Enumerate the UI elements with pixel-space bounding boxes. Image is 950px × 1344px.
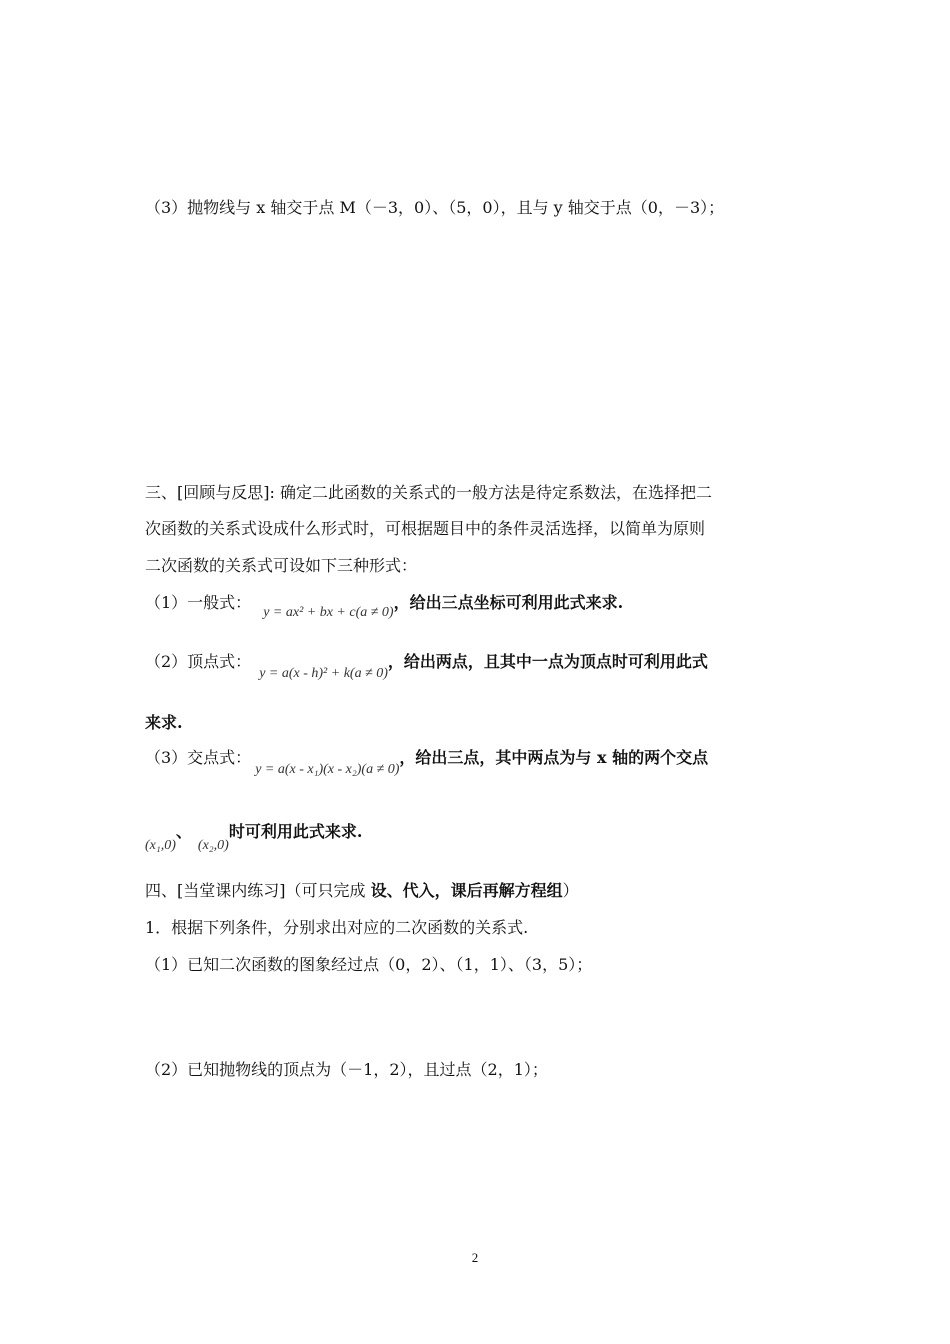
form-2-desc: ，给出两点，且其中一点为顶点时可利用此式 xyxy=(387,652,708,671)
form-3-desc-cont: 时可利用此式来求. xyxy=(228,822,363,841)
form-3-desc: ，给出三点，其中两点为与 x 轴的两个交点 xyxy=(399,748,709,767)
form-2-label: （2）顶点式： xyxy=(145,652,252,671)
intersection-point-1: (x₁,0) xyxy=(145,838,176,853)
practice-heading xyxy=(145,881,579,901)
practice-item-1: 1．根据下列条件，分别求出对应的二次函数的关系式. xyxy=(145,918,529,937)
form-2-desc-cont: 来求. xyxy=(145,713,183,732)
review-line-3: 二次函数的关系式可设如下三种形式： xyxy=(145,556,418,575)
practice-heading-a: 四、[当堂课内练习]（可只完成 xyxy=(145,881,371,900)
practice-sub-1: （1）已知二次函数的图象经过点（0，2）、（1，1）、（3，5）； xyxy=(145,955,593,974)
practice-heading-c: ） xyxy=(562,881,579,900)
form-1-formula: y = ax² + bx + c(a ≠ 0) xyxy=(263,605,394,620)
form-2 xyxy=(145,652,708,681)
point-separator: 、 xyxy=(175,822,192,841)
form-1 xyxy=(145,593,624,620)
intersection-point-2: (x₂,0) xyxy=(197,838,229,853)
form-2-formula: y = a(x - h)² + k(a ≠ 0) xyxy=(259,666,388,681)
practice-heading-b: 设、代入，课后再解方程组 xyxy=(370,881,563,900)
form-3-points xyxy=(145,822,363,853)
question-3: （3）抛物线与 x 轴交于点 M（－3，0）、（5，0），且与 y 轴交于点（0，－3）； xyxy=(145,198,725,217)
form-1-label: （1）一般式： xyxy=(145,593,252,612)
form-3 xyxy=(145,748,709,777)
form-3-label: （3）交点式： xyxy=(145,748,252,767)
review-line-1: 三、[回顾与反思]: 确定二此函数的关系式的一般方法是待定系数法，在选择把二 xyxy=(145,483,712,502)
practice-sub-2: （2）已知抛物线的顶点为（－1，2），且过点（2，1）； xyxy=(145,1060,548,1079)
page-number: 2 xyxy=(471,1250,479,1265)
form-3-formula: y = a(x - x₁)(x - x₂)(a ≠ 0) xyxy=(255,762,400,777)
review-line-2: 次函数的关系式设成什么形式时，可根据题目中的条件灵活选择，以简单为原则 xyxy=(145,519,706,538)
form-1-desc: ，给出三点坐标可利用此式来求. xyxy=(393,593,624,612)
